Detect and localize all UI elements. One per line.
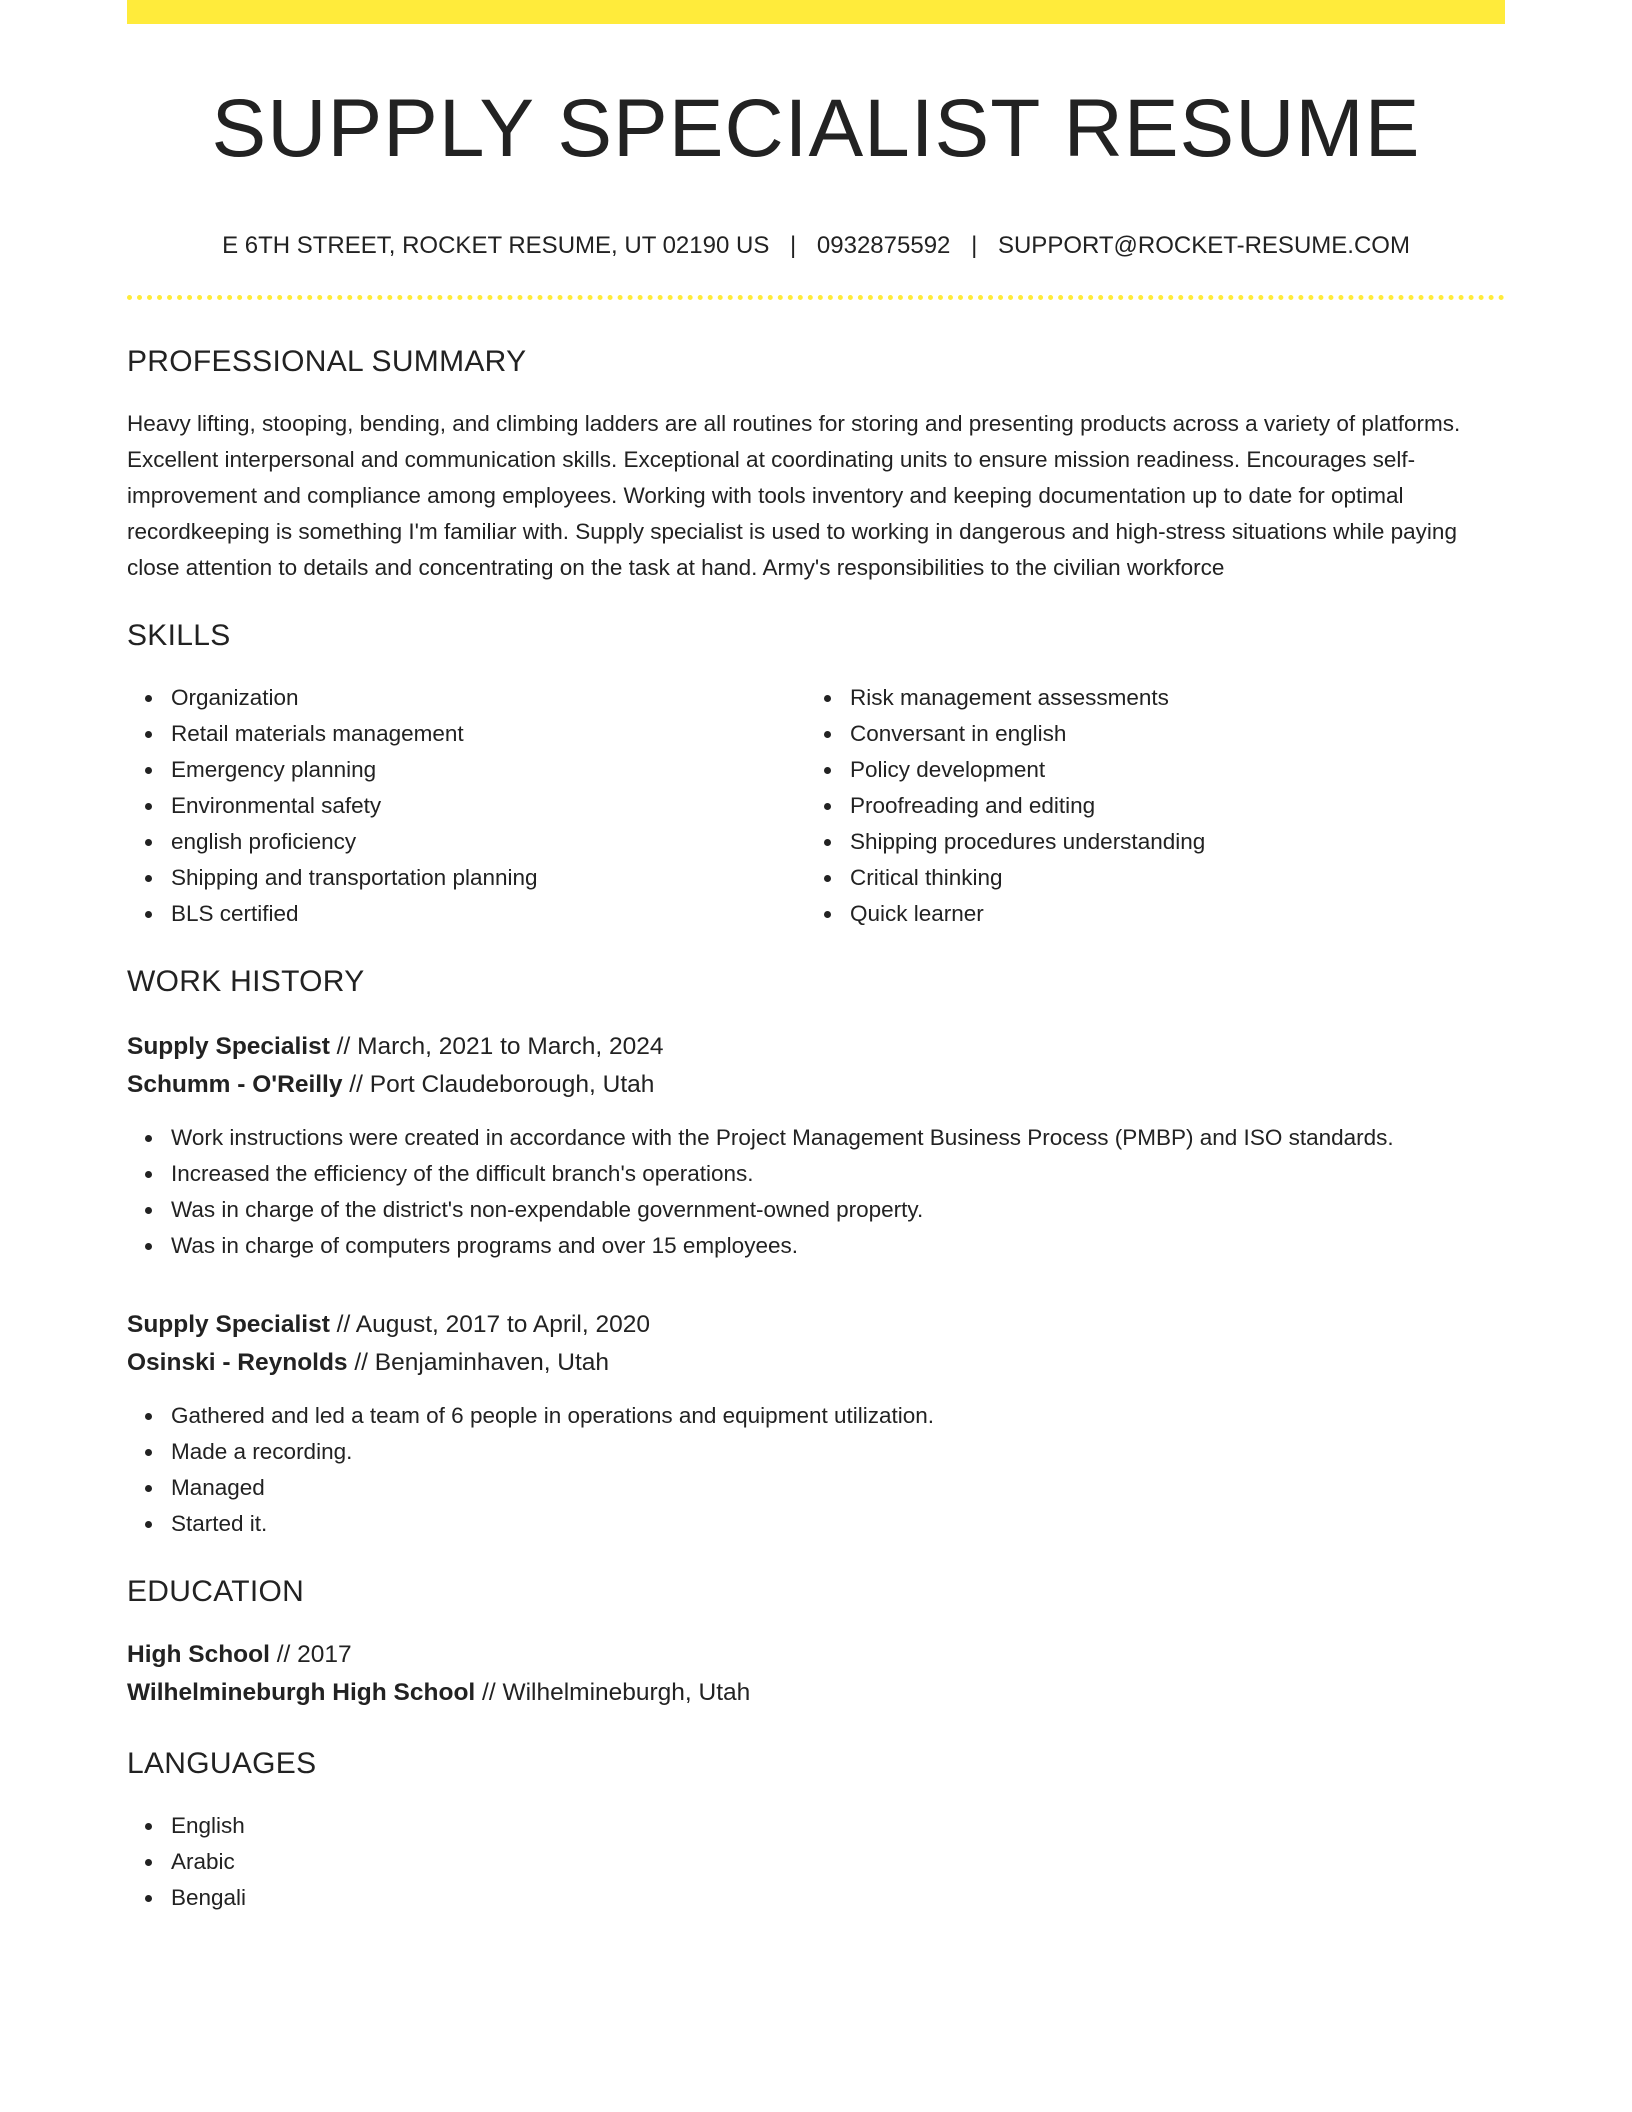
education-location: Wilhelmineburgh, Utah	[502, 1678, 751, 1706]
accent-top-bar	[127, 0, 1505, 24]
job-role-line	[127, 1306, 1505, 1344]
education-heading: EDUCATION	[127, 1574, 305, 1608]
field-separator: //	[342, 1070, 370, 1098]
skill-item: Emergency planning	[171, 752, 806, 788]
skill-item: Risk management assessments	[850, 680, 1485, 716]
skill-item: Quick learner	[850, 896, 1485, 932]
duty-item: Increased the efficiency of the difficult branch's operations.	[171, 1156, 1505, 1192]
duty-item: Made a recording.	[171, 1434, 1505, 1470]
duty-item: Was in charge of the district's non-expendable government-owned property.	[171, 1192, 1505, 1228]
field-separator: //	[475, 1678, 503, 1706]
education-school-line	[127, 1674, 1505, 1712]
job-company-line	[127, 1066, 1505, 1104]
job-dates: March, 2021 to March, 2024	[357, 1032, 664, 1060]
skills-column-right	[806, 680, 1485, 932]
job-company: Schumm - O'Reilly	[127, 1070, 343, 1098]
contact-email: SUPPORT@ROCKET-RESUME.COM	[997, 232, 1410, 260]
job-location: Benjaminhaven, Utah	[374, 1348, 610, 1376]
language-item: Bengali	[171, 1880, 1505, 1916]
skill-item: english proficiency	[171, 824, 806, 860]
skills-heading: SKILLS	[127, 618, 231, 652]
skill-item: Conversant in english	[850, 716, 1485, 752]
skill-item: Environmental safety	[171, 788, 806, 824]
language-item: Arabic	[171, 1844, 1505, 1880]
skill-item: Organization	[171, 680, 806, 716]
job-role-line	[127, 1028, 1505, 1066]
education-entry	[127, 1636, 1505, 1712]
skill-item: Policy development	[850, 752, 1485, 788]
duty-item: Started it.	[171, 1506, 1505, 1542]
job-dates: August, 2017 to April, 2020	[355, 1310, 650, 1338]
contact-line	[127, 232, 1505, 261]
work-history-heading: WORK HISTORY	[127, 964, 365, 998]
job-role: Supply Specialist	[127, 1310, 330, 1338]
job-company-line	[127, 1344, 1505, 1382]
skill-item: Shipping procedures understanding	[850, 824, 1485, 860]
languages-heading: LANGUAGES	[127, 1746, 317, 1780]
field-separator: //	[347, 1348, 375, 1376]
education-degree: High School	[127, 1640, 270, 1668]
field-separator: //	[329, 1310, 356, 1338]
job-location: Port Claudeborough, Utah	[369, 1070, 655, 1098]
duty-item: Work instructions were created in accordance with the Project Management Business Process (PMBP) and ISO standards.	[171, 1120, 1505, 1156]
duty-item: Gathered and led a team of 6 people in operations and equipment utilization.	[171, 1398, 1505, 1434]
summary-heading: PROFESSIONAL SUMMARY	[127, 344, 527, 378]
dotted-divider	[127, 295, 1505, 300]
education-school: Wilhelmineburgh High School	[127, 1678, 476, 1706]
job-role: Supply Specialist	[127, 1032, 330, 1060]
job-duties	[127, 1398, 1505, 1542]
education-degree-line	[127, 1636, 1505, 1674]
education-year: 2017	[297, 1640, 352, 1668]
contact-separator: |	[971, 232, 978, 260]
contact-address: E 6TH STREET, ROCKET RESUME, UT 02190 US	[222, 232, 770, 260]
skill-item: Proofreading and editing	[850, 788, 1485, 824]
job-company: Osinski - Reynolds	[127, 1348, 348, 1376]
skills-list	[127, 680, 1505, 932]
skill-item: Retail materials management	[171, 716, 806, 752]
skill-item: Critical thinking	[850, 860, 1485, 896]
languages-list	[127, 1808, 1505, 1916]
language-item: English	[171, 1808, 1505, 1844]
skill-item: BLS certified	[171, 896, 806, 932]
field-separator: //	[269, 1640, 298, 1668]
field-separator: //	[329, 1032, 358, 1060]
skill-item: Shipping and transportation planning	[171, 860, 806, 896]
resume-title: SUPPLY SPECIALIST RESUME	[211, 83, 1421, 174]
summary-text: Heavy lifting, stooping, bending, and climbing ladders are all routines for storing and presenting products across a variety of platforms. Excellent interpersonal and communication skills. Exceptional at coordinating units to ensure mission readiness. Encourages self-improvement and compliance among employees. Working with tools inventory and keeping documentation up to date for optimal recordkeeping is something I'm familiar with. Supply specialist is used to working in dangerous and high-stress situations while paying close attention to details and concentrating on the task at hand. Army's responsibilities to the civilian workforce	[127, 410, 1461, 580]
skills-column-left	[127, 680, 806, 932]
duty-item: Was in charge of computers programs and over 15 employees.	[171, 1228, 1505, 1264]
duty-item: Managed	[171, 1470, 1505, 1506]
contact-separator: |	[790, 232, 797, 260]
resume-page	[127, 0, 1505, 1916]
job-duties	[127, 1120, 1505, 1264]
contact-phone: 0932875592	[816, 232, 951, 260]
job-entry	[127, 1028, 1505, 1264]
job-entry	[127, 1306, 1505, 1542]
